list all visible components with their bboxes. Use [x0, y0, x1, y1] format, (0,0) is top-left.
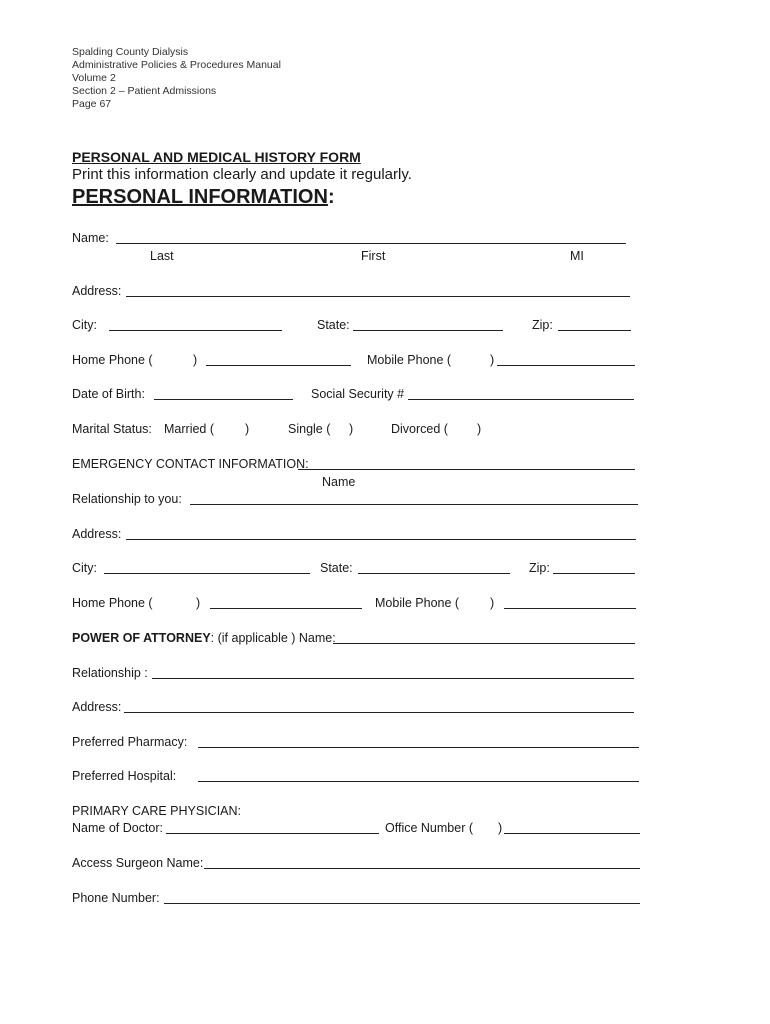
home-phone-paren: ) [193, 353, 198, 367]
married-option[interactable]: Married ( [164, 422, 215, 436]
last-label: Last [150, 249, 174, 263]
first-label: First [361, 249, 386, 263]
city-field[interactable] [109, 330, 282, 331]
form-title: PERSONAL AND MEDICAL HISTORY FORM [72, 149, 361, 165]
ec-state-field[interactable] [358, 573, 510, 574]
phone-number-label: Phone Number: [72, 891, 160, 905]
ec-state-label: State: [320, 561, 353, 575]
surgeon-field[interactable] [204, 868, 640, 869]
mobile-phone-paren: ) [490, 353, 495, 367]
ec-home-phone-label: Home Phone ( [72, 596, 153, 610]
state-field[interactable] [353, 330, 503, 331]
mi-label: MI [570, 249, 584, 263]
office-number-paren: ) [498, 821, 503, 835]
emergency-contact-field[interactable] [298, 469, 635, 470]
form-subtitle: Print this information clearly and update it regularly. [72, 166, 412, 183]
relationship-label: Relationship : [72, 666, 148, 680]
divorced-option[interactable]: Divorced ( [391, 422, 448, 436]
office-number-label: Office Number ( [385, 821, 473, 835]
pharmacy-field[interactable] [198, 747, 639, 748]
ec-home-phone-paren: ) [196, 596, 201, 610]
doctor-field[interactable] [166, 833, 379, 834]
poa-label [72, 631, 336, 646]
ec-zip-label: Zip: [529, 561, 550, 575]
single-option[interactable]: Single ( [288, 422, 331, 436]
org-name: Spalding County Dialysis [72, 46, 189, 58]
surgeon-label: Access Surgeon Name: [72, 856, 204, 870]
name-label: Name: [72, 231, 109, 245]
mobile-phone-label: Mobile Phone ( [367, 353, 452, 367]
ec-mobile-phone-field[interactable] [504, 608, 636, 609]
ec-home-phone-field[interactable] [210, 608, 362, 609]
hospital-field[interactable] [198, 781, 639, 782]
single-paren: ) [349, 422, 354, 436]
ec-mobile-phone-paren: ) [490, 596, 495, 610]
ec-address-field[interactable] [126, 539, 636, 540]
hospital-label: Preferred Hospital: [72, 769, 177, 783]
poa-label-rest: : (if applicable ) Name: [210, 631, 336, 645]
section-title [72, 186, 335, 209]
marital-status-label: Marital Status: [72, 422, 152, 436]
emergency-contact-label: EMERGENCY CONTACT INFORMATION: [72, 457, 309, 471]
home-phone-field[interactable] [206, 365, 351, 366]
ssn-label: Social Security # [311, 387, 405, 401]
mobile-phone-field[interactable] [497, 365, 635, 366]
pcp-label: PRIMARY CARE PHYSICIAN: [72, 804, 242, 818]
section-title-text: PERSONAL INFORMATION [72, 186, 328, 208]
poa-address-label: Address: [72, 700, 122, 714]
phone-number-field[interactable] [164, 903, 640, 904]
zip-label: Zip: [532, 318, 553, 332]
ssn-field[interactable] [408, 399, 634, 400]
manual-name: Administrative Policies & Procedures Manual [72, 59, 281, 71]
relationship-you-field[interactable] [190, 504, 638, 505]
doctor-label: Name of Doctor: [72, 821, 164, 835]
page-number: Page 67 [72, 98, 112, 110]
relationship-you-label: Relationship to you: [72, 492, 182, 506]
dob-label: Date of Birth: [72, 387, 145, 401]
relationship-field[interactable] [152, 678, 634, 679]
married-paren: ) [245, 422, 250, 436]
ec-city-label: City: [72, 561, 97, 575]
zip-field[interactable] [558, 330, 631, 331]
document-header [72, 46, 281, 111]
ec-zip-field[interactable] [553, 573, 635, 574]
volume: Volume 2 [72, 72, 116, 84]
city-label: City: [72, 318, 97, 332]
divorced-paren: ) [477, 422, 482, 436]
address-label: Address: [72, 284, 122, 298]
section: Section 2 – Patient Admissions [72, 85, 217, 97]
emergency-name-label: Name [322, 475, 356, 489]
ec-city-field[interactable] [104, 573, 310, 574]
office-number-field[interactable] [504, 833, 640, 834]
ec-mobile-phone-label: Mobile Phone ( [375, 596, 460, 610]
dob-field[interactable] [154, 399, 293, 400]
poa-address-field[interactable] [124, 712, 634, 713]
address-field[interactable] [126, 296, 630, 297]
name-field[interactable] [116, 243, 626, 244]
poa-label-bold: POWER OF ATTORNEY [72, 631, 211, 645]
home-phone-label: Home Phone ( [72, 353, 153, 367]
section-title-colon: : [327, 186, 335, 208]
state-label: State: [317, 318, 350, 332]
ec-address-label: Address: [72, 527, 122, 541]
poa-name-field[interactable] [333, 643, 635, 644]
pharmacy-label: Preferred Pharmacy: [72, 735, 188, 749]
